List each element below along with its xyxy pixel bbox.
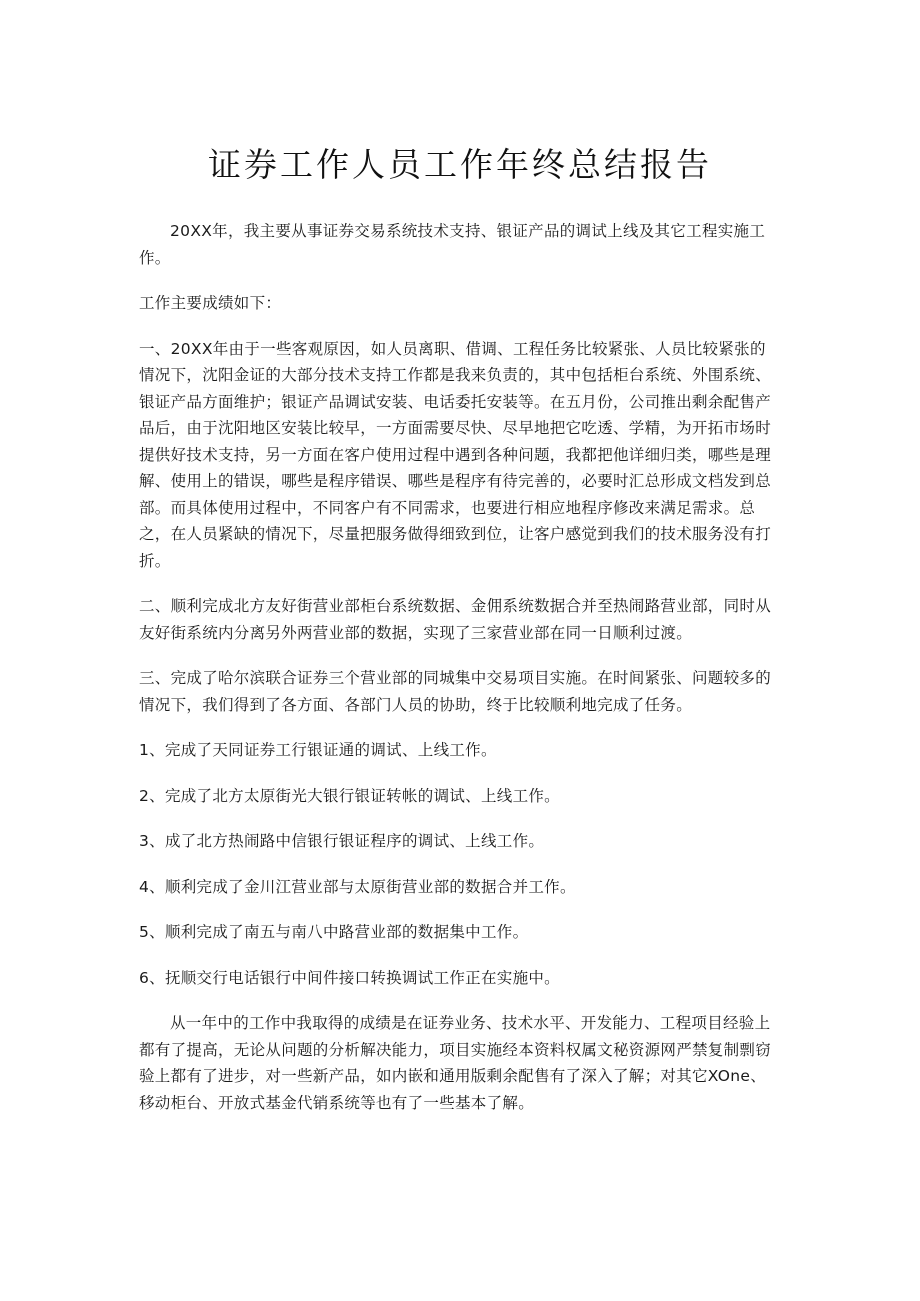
list-item: 5、顺利完成了南五与南八中路营业部的数据集中工作。: [139, 923, 529, 941]
list-item: 3、成了北方热闹路中信银行银证程序的调试、上线工作。: [139, 832, 545, 850]
paragraph-section-2: 二、顺利完成北方友好街营业部柜台系统数据、金佣系统数据合并至热闹路营业部，同时从友好街系统内分离另外两营业部的数据，实现了三家营业部在同一日顺利过渡。: [139, 597, 772, 642]
list-item: 6、抚顺交行电话银行中间件接口转换调试工作正在实施中。: [139, 968, 560, 987]
list-item: 2、完成了北方太原街光大银行银证转帐的调试、上线工作。: [139, 786, 560, 805]
paragraph-intro: 20XX年，我主要从事证券交易系统技术支持、银证产品的调试上线及其它工程实施工作。: [139, 222, 766, 267]
list-item: 1、完成了天同证券工行银证通的调试、上线工作。: [139, 741, 497, 759]
list-item: 4、顺利完成了金川江营业部与太原街营业部的数据合并工作。: [139, 877, 576, 896]
document-body: [139, 218, 774, 1135]
paragraph-achievements-heading: 工作主要成绩如下：: [139, 294, 282, 312]
paragraph-conclusion: 从一年中的工作中我取得的成绩是在证券业务、技术水平、开发能力、工程项目经验上都有了提高，无论从问题的分析解决能力，项目实施经本资料权属文秘资源网严禁复制剽窃验上都有了进步，对一些新产品，如内嵌和通用版剩余配售有了深入了解；对其它XOne、移动柜台、开放式基金代销系统等也有了一些基本了解。: [139, 1014, 772, 1112]
paragraph-section-3: 三、完成了哈尔滨联合证券三个营业部的同城集中交易项目实施。在时间紧张、问题较多的情况下，我们得到了各方面、各部门人员的协助，终于比较顺利地完成了任务。: [139, 669, 772, 714]
document-title: 证券工作人员工作年终总结报告: [208, 145, 712, 184]
paragraph-section-1: 一、20XX年由于一些客观原因，如人员离职、借调、工程任务比较紧张、人员比较紧张的情况下，沈阳金证的大部分技术支持工作都是我来负责的，其中包括柜台系统、外围系统、银证产品方面维护；银证产品调试安装、电话委托安装等。在五月份，公司推出剩余配售产品后，由于沈阳地区安装比较早，一方面需要尽快、尽早地把它吃透、学精，为开拓市场时提供好技术支持，另一方面在客户使用过程中遇到各种问题，我都把他详细归类，哪些是理解、使用上的错误，哪些是程序错误、哪些是程序有待完善的，必要时汇总形成文档发到总部。而具体使用过程中，不同客户有不同需求，也要进行相应地程序修改来满足需求。总之，在人员紧缺的情况下，尽量把服务做得细致到位，让客户感觉到我们的技术服务没有打折。: [139, 339, 772, 570]
